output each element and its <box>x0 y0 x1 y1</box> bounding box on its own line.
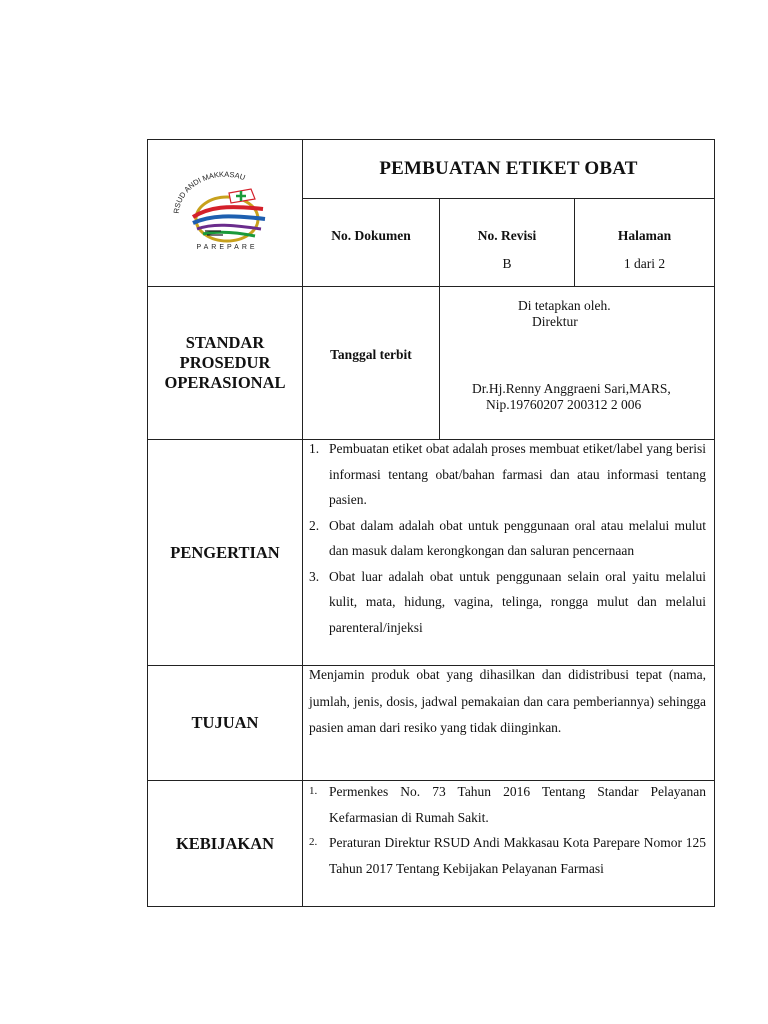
logo-wave-blue <box>193 216 265 223</box>
kebijakan-list <box>303 779 714 881</box>
tanggal-terbit-label: Tanggal terbit <box>330 347 412 362</box>
no-revisi-cell <box>440 199 575 287</box>
sop-table <box>147 139 715 907</box>
pengertian-label: PENGERTIAN <box>170 542 280 562</box>
sop-label-line: STANDAR <box>185 333 265 352</box>
pengertian-item: 1. Pembuatan etiket obat adalah proses membuat etiket/label yang berisi informasi tentang obat/bahan farmasi dan atau informasi tentang pasien. <box>309 441 707 507</box>
hospital-logo <box>169 171 281 251</box>
tujuan-content <box>303 666 715 781</box>
ditetapkan-line1: Di tetapkan oleh. <box>518 298 611 313</box>
tujuan-label-cell <box>148 666 303 781</box>
logo-bottom-text: PAREPARE <box>196 243 258 251</box>
logo-arc-text: RSUD ANDI MAKKASAU <box>171 170 247 214</box>
ditetapkan-cell <box>440 287 715 440</box>
kebijakan-label-cell <box>148 781 303 907</box>
tujuan-text: Menjamin produk obat yang dihasilkan dan didistribusi tepat (nama, jumlah, jenis, dosis, jadwal pemakaian dan cara pemberiannya) sehingga pasien aman dari resiko yang tidak diinginkan. <box>309 667 707 735</box>
sop-label-line: PROSEDUR <box>179 353 271 372</box>
tanggal-terbit-cell <box>303 287 440 440</box>
sop-label-line: OPERASIONAL <box>164 373 286 392</box>
no-dokumen-cell <box>303 199 440 287</box>
pengertian-label-cell <box>148 440 303 666</box>
kebijakan-item: 2. Peraturan Direktur RSUD Andi Makkasau Kota Parepare Nomor 125 Tahun 2017 Tentang Kebijakan Pelayanan Farmasi <box>309 835 707 876</box>
kebijakan-item: 1. Permenkes No. 73 Tahun 2016 Tentang Standar Pelayanan Kefarmasian di Rumah Sakit. <box>309 784 707 825</box>
halaman-cell <box>575 199 715 287</box>
no-revisi-value: B <box>502 256 512 271</box>
ditetapkan-line2: Direktur <box>532 314 578 329</box>
no-dokumen-label: No. Dokumen <box>331 228 411 243</box>
ditetapkan-block <box>518 298 611 330</box>
halaman-value: 1 dari 2 <box>623 256 666 271</box>
halaman-label: Halaman <box>617 228 672 243</box>
kebijakan-content <box>303 781 715 907</box>
signatory-nip: Nip.19760207 200312 2 006 <box>486 397 642 412</box>
pengertian-item: 2. Obat dalam adalah obat untuk penggunaan oral atau melalui mulut dan masuk dalam kerongkongan dan saluran pencernaan <box>309 517 707 558</box>
sop-label-cell <box>148 287 303 440</box>
logo-wave-purple <box>197 225 261 229</box>
kebijakan-label: KEBIJAKAN <box>175 833 275 853</box>
pengertian-content <box>303 440 715 666</box>
signatory-block <box>472 381 671 413</box>
hospital-logo-cell <box>148 140 303 287</box>
tujuan-label: TUJUAN <box>191 713 259 732</box>
signatory-name: Dr.Hj.Renny Anggraeni Sari,MARS, <box>472 381 671 396</box>
pengertian-item: 3. Obat luar adalah obat untuk penggunaan selain oral yaitu melalui kulit, mata, hidung, vagina, telinga, rongga mulut dan melalui parenteral/injeksi <box>309 568 707 635</box>
document-title: PEMBUATAN ETIKET OBAT <box>303 140 715 199</box>
pengertian-list <box>303 436 714 640</box>
no-revisi-label: No. Revisi <box>477 228 537 243</box>
